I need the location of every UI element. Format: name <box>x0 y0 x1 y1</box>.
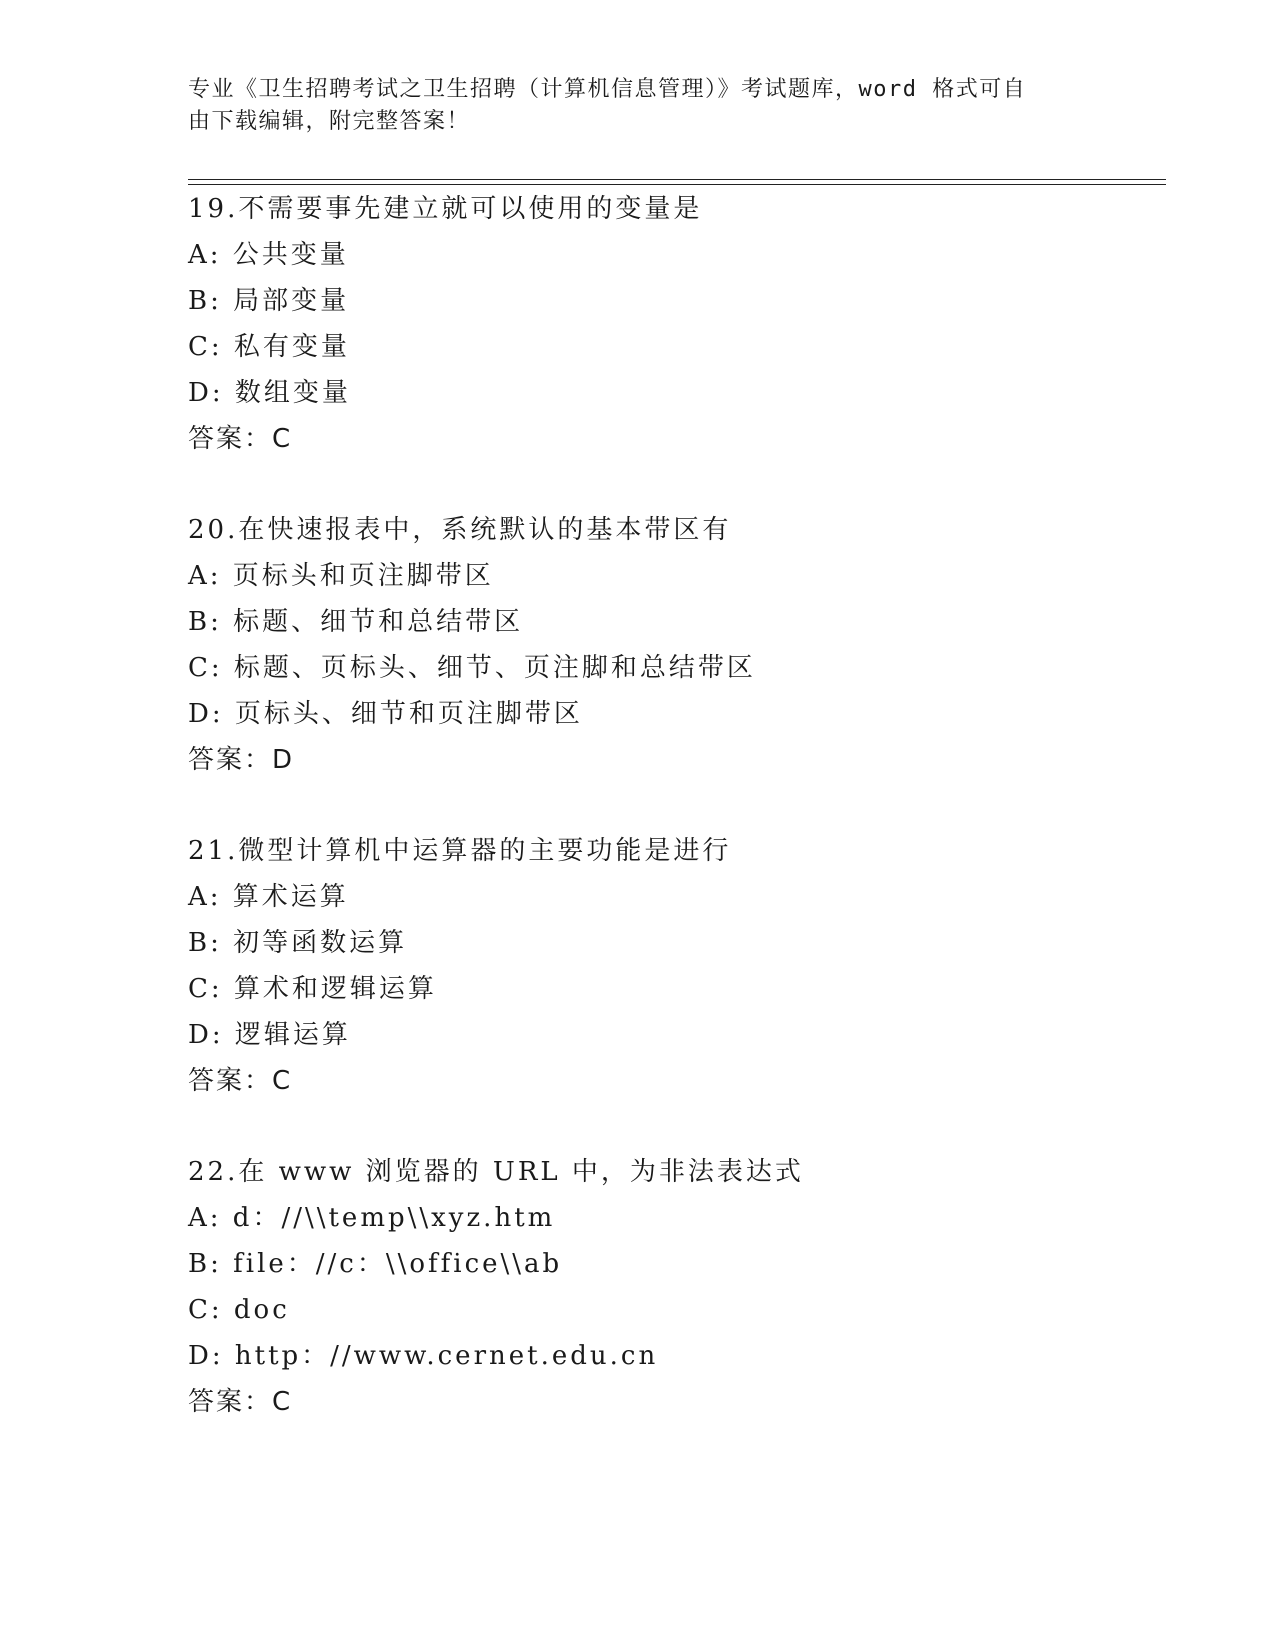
option-c: C: 算术和逻辑运算 <box>188 974 437 1004</box>
option-d: D: 页标头、细节和页注脚带区 <box>188 699 583 729</box>
question-stem: 19.不需要事先建立就可以使用的变量是 <box>188 194 703 224</box>
option-b: B: 局部变量 <box>188 286 350 316</box>
question-stem: 21.微型计算机中运算器的主要功能是进行 <box>188 836 732 866</box>
answer: 答案：C <box>188 1387 293 1417</box>
question-20 <box>188 507 1168 783</box>
header-line-1: 专业《卫生招聘考试之卫生招聘（计算机信息管理）》考试题库，word 格式可自 <box>188 77 1027 102</box>
question-19 <box>188 186 1168 462</box>
option-b: B: 初等函数运算 <box>188 928 408 958</box>
option-a: A: d：//\\temp\\xyz.htm <box>188 1203 556 1233</box>
header-divider-top <box>188 179 1166 180</box>
option-b: B: 标题、细节和总结带区 <box>188 607 524 637</box>
option-a: A: 页标头和页注脚带区 <box>188 561 494 591</box>
option-c: C: 标题、页标头、细节、页注脚和总结带区 <box>188 653 756 683</box>
header-divider-bottom <box>188 184 1166 185</box>
document-header <box>188 74 1088 138</box>
option-c: C: 私有变量 <box>188 332 350 362</box>
answer: 答案：C <box>188 1066 293 1096</box>
header-line-2: 由下载编辑，附完整答案！ <box>188 109 471 134</box>
option-b: B: file：//c：\\office\\ab <box>188 1249 563 1279</box>
option-d: D: 数组变量 <box>188 378 351 408</box>
question-22 <box>188 1149 1168 1425</box>
option-a: A: 算术运算 <box>188 882 349 912</box>
answer: 答案：C <box>188 424 293 454</box>
question-stem: 20.在快速报表中，系统默认的基本带区有 <box>188 515 732 545</box>
option-d: D: 逻辑运算 <box>188 1020 351 1050</box>
option-c: C: doc <box>188 1295 290 1325</box>
answer: 答案：D <box>188 745 295 775</box>
option-a: A: 公共变量 <box>188 240 349 270</box>
question-stem: 22.在 www 浏览器的 URL 中，为非法表达式 <box>188 1157 804 1187</box>
option-d: D: http：//www.cernet.edu.cn <box>188 1341 659 1371</box>
question-21 <box>188 828 1168 1104</box>
